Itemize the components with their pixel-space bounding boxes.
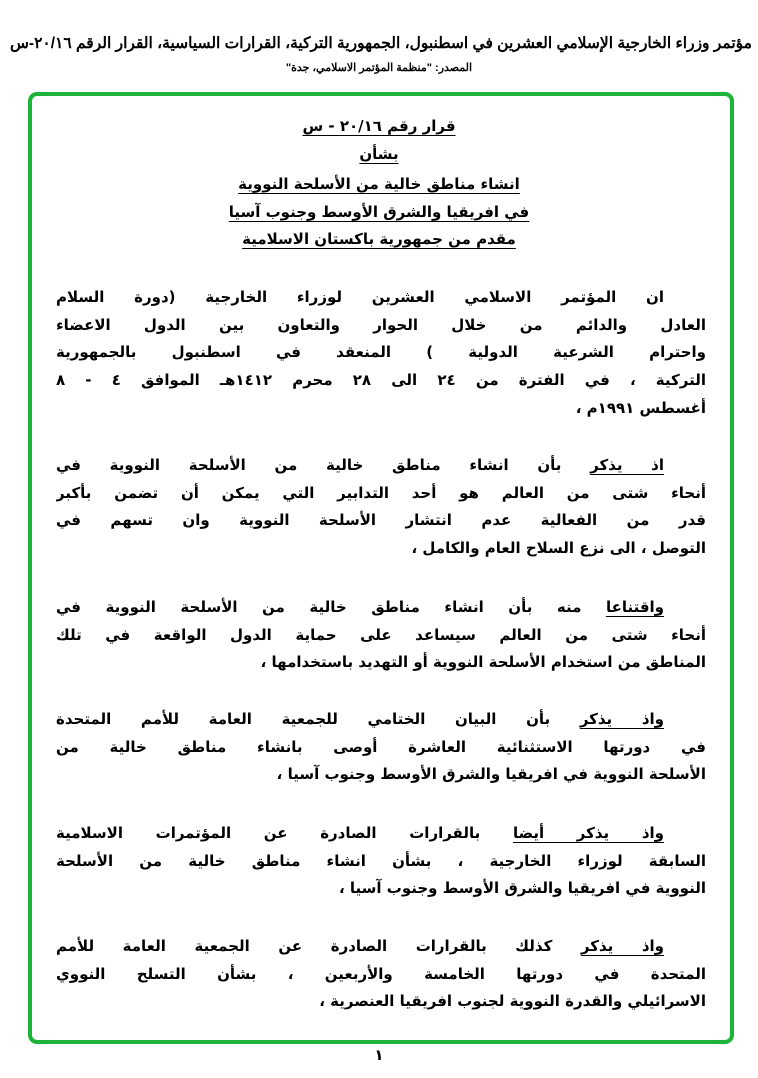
paragraph-line: الأسلحة النووية في افريقيا والشرق الأوسط وجنوب آسيا ، [276,765,706,784]
paragraph-line [56,933,706,961]
paragraph-lead: واذ يذكر أيضا [512,824,664,842]
heading-line: مقدم من جمهورية باكستان الاسلامية [242,230,516,248]
paragraph-line: التوصل ، الى نزع السلاح العام والكامل ، [411,539,706,558]
paragraph-line: المناطق من استخدام الأسلحة النووية أو التهديد باستخدامها ، [260,653,706,672]
paragraph [56,933,706,1016]
resolution-subject [0,203,758,221]
paragraph-line [56,284,706,312]
paragraph-line [56,594,706,622]
paragraph-lead: واذ يذكر [579,710,664,728]
heading-line: قرار رقم ٢٠/١٦ - س [302,117,456,135]
paragraph-line: قدر من الفعالية عدم انتشار الأسلحة النووية وان تسهم في [56,511,706,530]
paragraph-line: واحترام الشرعية الدولية ) المنعقد في اسطنبول بالجمهورية [56,343,706,362]
page-number: ١ [374,1046,384,1064]
paragraph-line: الاسرائيلي والقدرة النووية لجنوب افريقيا العنصرية ، [319,992,706,1011]
paragraph-line: العادل والدائم من خلال الحوار والتعاون بين الدول الاعضاء [56,315,706,334]
paragraph-line: السابقة لوزراء الخارجية ، بشأن انشاء مناطق خالية من الأسلحة [56,851,706,870]
paragraph [56,452,706,563]
paragraph-line: المتحدة في دورتها الخامسة والأربعين ، بشأن التسلح النووي [56,964,706,983]
resolution-sponsor [0,230,758,248]
paragraph-line: النووية في افريقيا والشرق الأوسط وجنوب آسيا ، [338,879,706,898]
resolution-subject [0,175,758,193]
paragraph-line [56,706,706,734]
paragraph-text: ان المؤتمر الاسلامي العشرين لوزراء الخارجية (دورة السلام [56,288,664,306]
paragraph-lead: اذ يذكر [590,456,664,474]
paragraph-line: أنحاء شتى من العالم سيساعد على حماية الدول الواقعة في تلك [56,625,706,644]
document-title: مؤتمر وزراء الخارجية الإسلامي العشرين في اسطنبول، الجمهورية التركية، القرارات السياسية، القرار الرقم ٢٠/١٦-س [9,35,752,52]
paragraph-lead: واذ يذكر [580,937,664,955]
paragraph-lead: واقتناعا [605,598,664,616]
paragraph-line: التركية ، في الفترة من ٢٤ الى ٢٨ محرم ١٤١٢هـ الموافق ٤ - ٨ [56,371,706,390]
paragraph [56,820,706,903]
paragraph-line: أغسطس ١٩٩١م ، [575,398,706,417]
paragraph [56,706,706,789]
paragraph [56,594,706,677]
document-source: المصدر: "منظمة المؤتمر الاسلامي، جدة" [285,62,473,74]
paragraph-text: بأن البيان الختامي للجمعية العامة للأمم المتحدة [56,710,580,728]
heading-line: بشأن [359,145,399,163]
paragraph-text: كذلك بالقرارات الصادرة عن الجمعية العامة للأمم [56,937,581,955]
resolution-number [0,117,758,135]
paragraph-line [56,452,706,480]
paragraph-line: أنحاء شتى من العالم هو أحد التدابير التي يمكن أن تضمن بأكبر [56,483,706,502]
heading-line: في افريقيا والشرق الأوسط وجنوب آسيا [228,203,530,221]
paragraph-line [56,820,706,848]
paragraph-text: منه بأن انشاء مناطق خالية من الأسلحة النووية في [56,598,606,616]
resolution-subject-label [0,145,758,163]
paragraph-line: في دورتها الاستثنائية العاشرة أوصى بانشاء مناطق خالية من [56,737,706,756]
heading-line: انشاء مناطق خالية من الأسلحة النووية [238,175,520,193]
paragraph [56,284,706,422]
paragraph-text: بالقرارات الصادرة عن المؤتمرات الاسلامية [56,824,513,842]
paragraph-text: بأن انشاء مناطق خالية من الأسلحة النووية في [56,456,591,474]
